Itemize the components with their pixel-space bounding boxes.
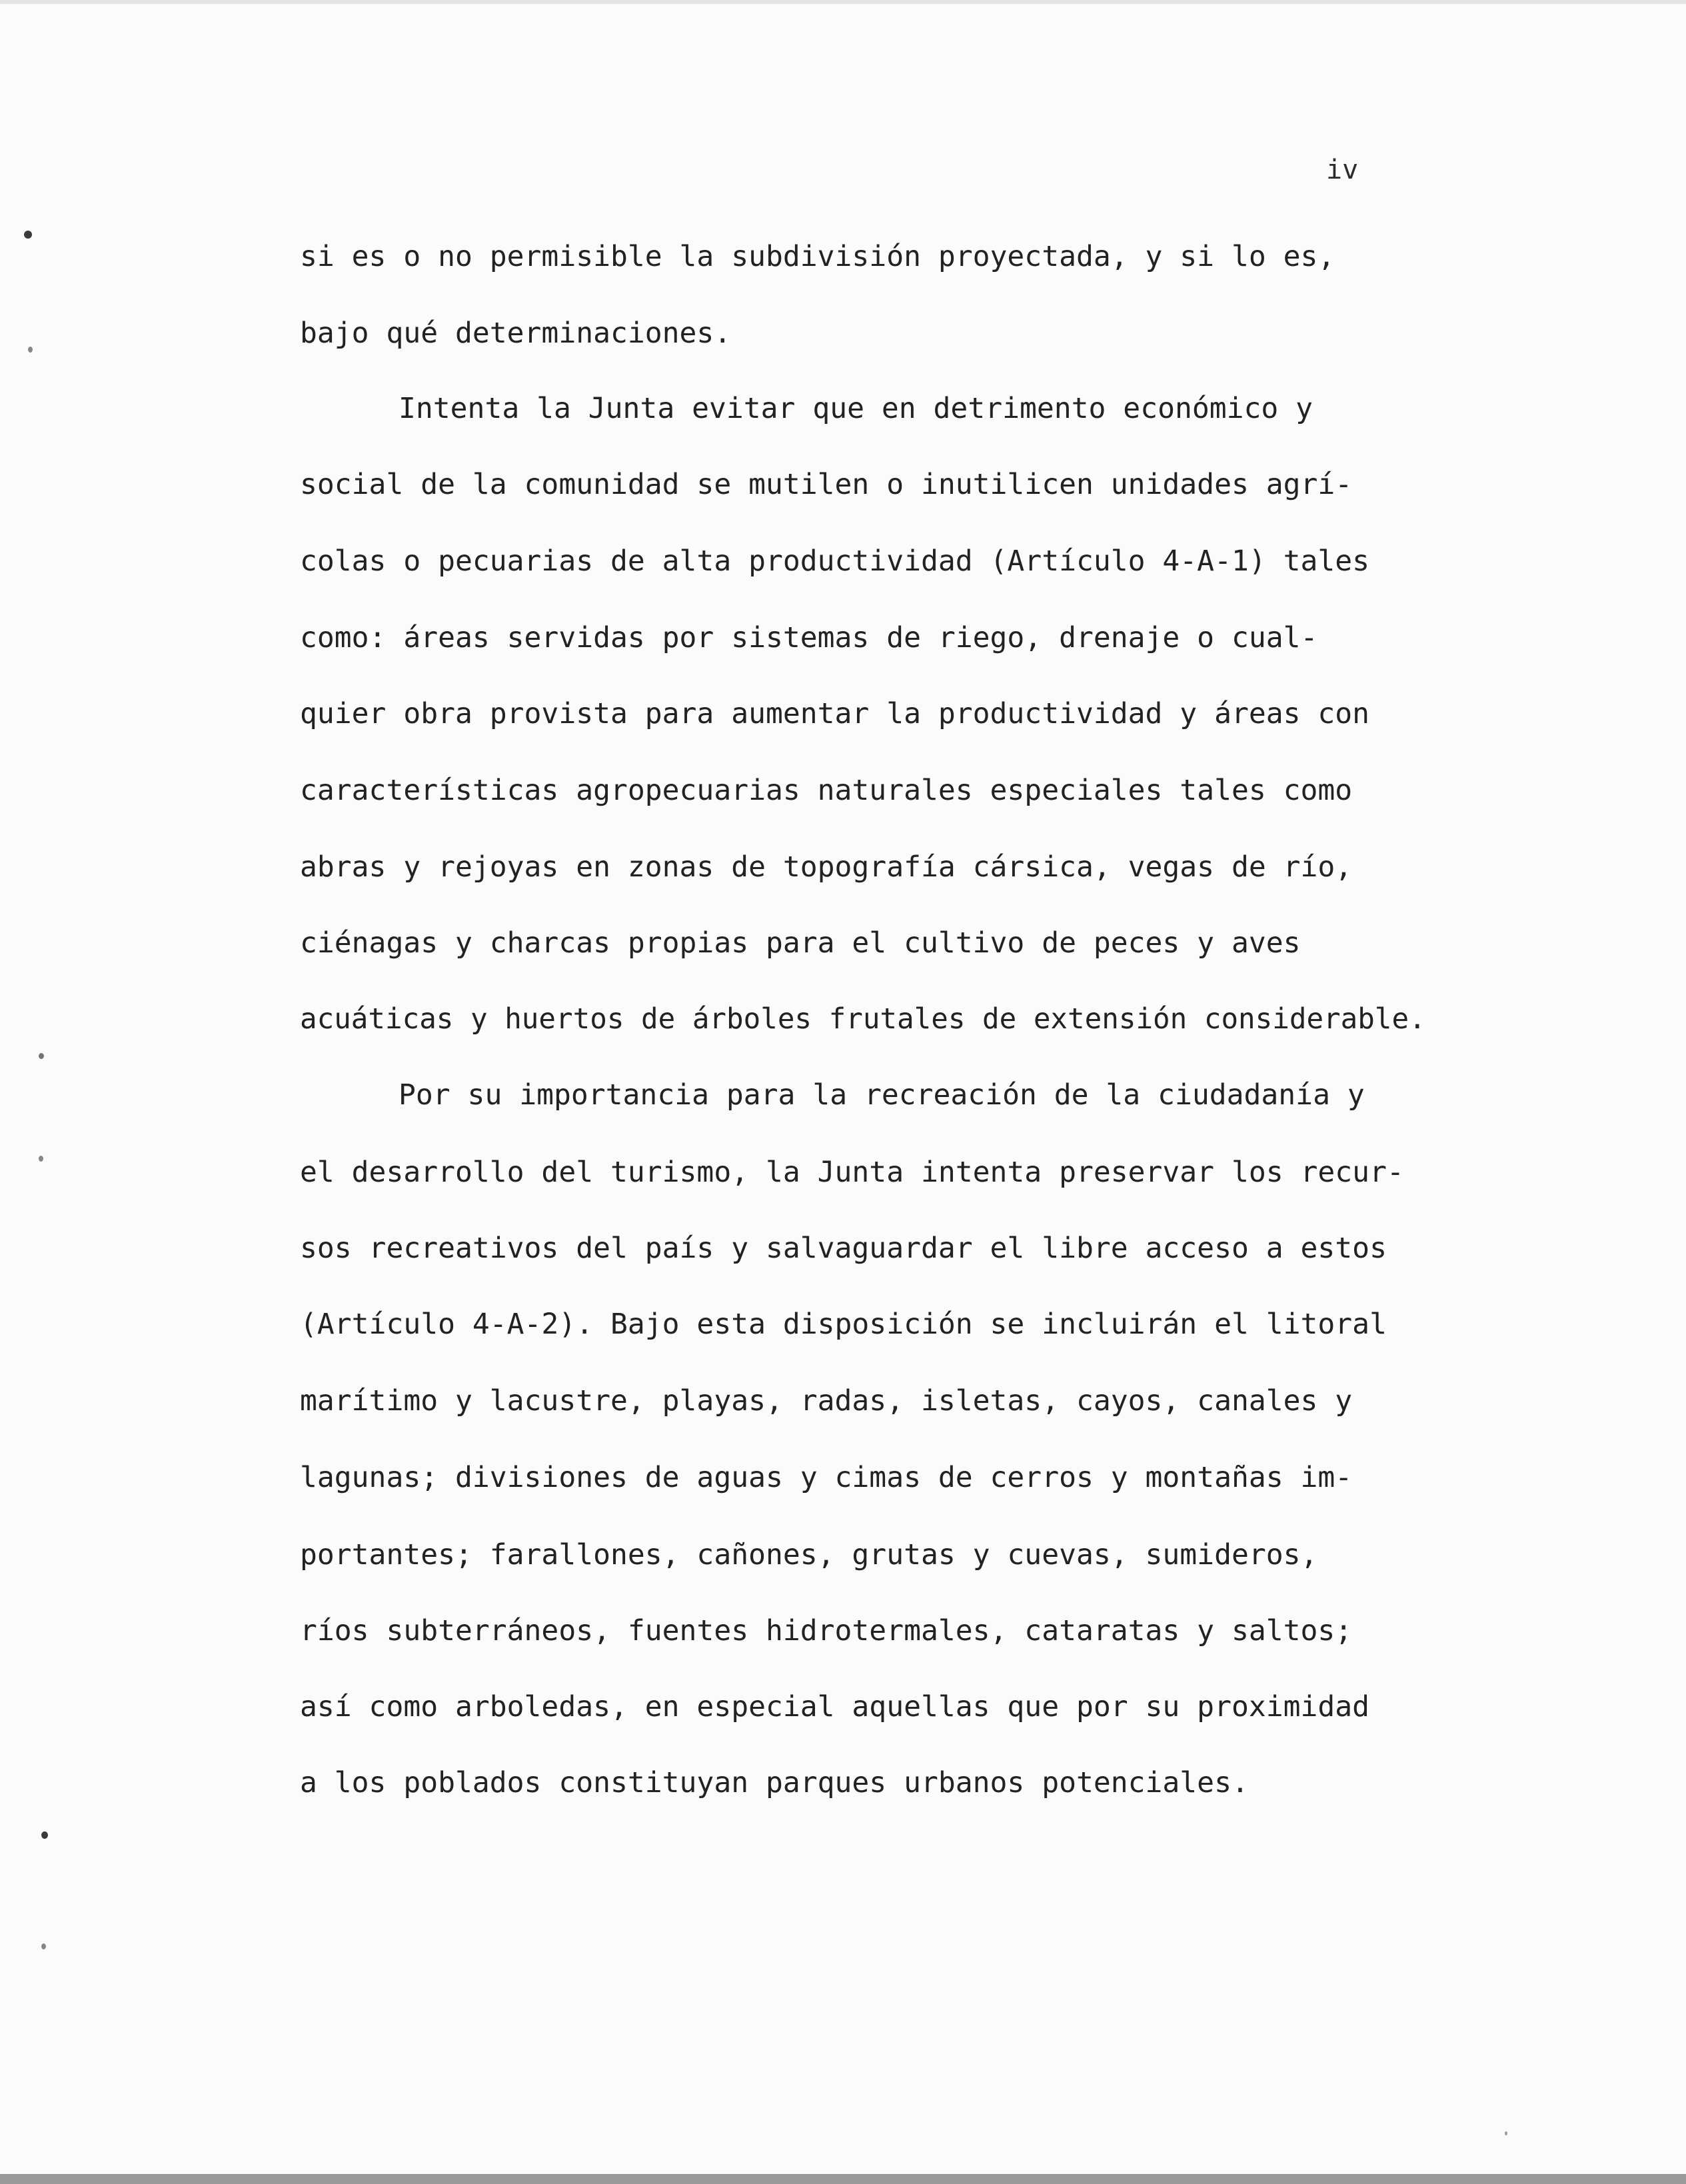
binder-hole-mark <box>24 231 32 239</box>
text-line: marítimo y lacustre, playas, radas, isletas, cayos, canales y <box>300 1384 1353 1418</box>
text-line: Intenta la Junta evitar que en detrimento económico y <box>399 392 1313 425</box>
text-line: si es o no permisible la subdivisión proyectada, y si lo es, <box>300 240 1335 273</box>
text-line: a los poblados constituyan parques urbanos potenciales. <box>300 1766 1249 1799</box>
binder-hole-mark <box>39 1156 43 1162</box>
text-line: sos recreativos del país y salvaguardar el libre acceso a estos <box>300 1232 1387 1265</box>
binder-hole-mark <box>39 1053 44 1059</box>
text-line: así como arboledas, en especial aquellas que por su proximidad <box>300 1690 1370 1723</box>
text-line: abras y rejoyas en zonas de topografía cársica, vegas de río, <box>300 850 1353 884</box>
text-line: colas o pecuarias de alta productividad (Artículo 4-A-1) tales <box>300 545 1370 578</box>
page-top-edge <box>0 0 1686 4</box>
text-line: bajo qué determinaciones. <box>300 317 732 350</box>
text-line: como: áreas servidas por sistemas de riego, drenaje o cual- <box>300 621 1318 654</box>
text-line: acuáticas y huertos de árboles frutales de extensión considerable. <box>300 1002 1426 1036</box>
scan-speck <box>1505 2131 1507 2135</box>
text-line: lagunas; divisiones de aguas y cimas de cerros y montañas im- <box>300 1461 1353 1494</box>
text-line: social de la comunidad se mutilen o inutilicen unidades agrí- <box>300 468 1353 501</box>
text-line: Por su importancia para la recreación de la ciudadanía y <box>399 1078 1365 1112</box>
binder-hole-mark <box>41 1943 46 1949</box>
text-line: quier obra provista para aumentar la productividad y áreas con <box>300 697 1370 730</box>
text-line: el desarrollo del turismo, la Junta intenta preservar los recur- <box>300 1156 1404 1189</box>
text-line: (Artículo 4-A-2). Bajo esta disposición se incluirán el litoral <box>300 1308 1387 1341</box>
page-bottom-edge <box>0 2174 1686 2184</box>
page-number: iv <box>1326 155 1359 185</box>
text-line: ríos subterráneos, fuentes hidrotermales, cataratas y saltos; <box>300 1614 1353 1647</box>
binder-hole-mark <box>28 347 33 353</box>
text-line: portantes; farallones, cañones, grutas y cuevas, sumideros, <box>300 1538 1318 1572</box>
text-line: ciénagas y charcas propias para el cultivo de peces y aves <box>300 926 1301 960</box>
binder-hole-mark <box>41 1831 48 1839</box>
text-line: características agropecuarias naturales especiales tales como <box>300 774 1353 807</box>
